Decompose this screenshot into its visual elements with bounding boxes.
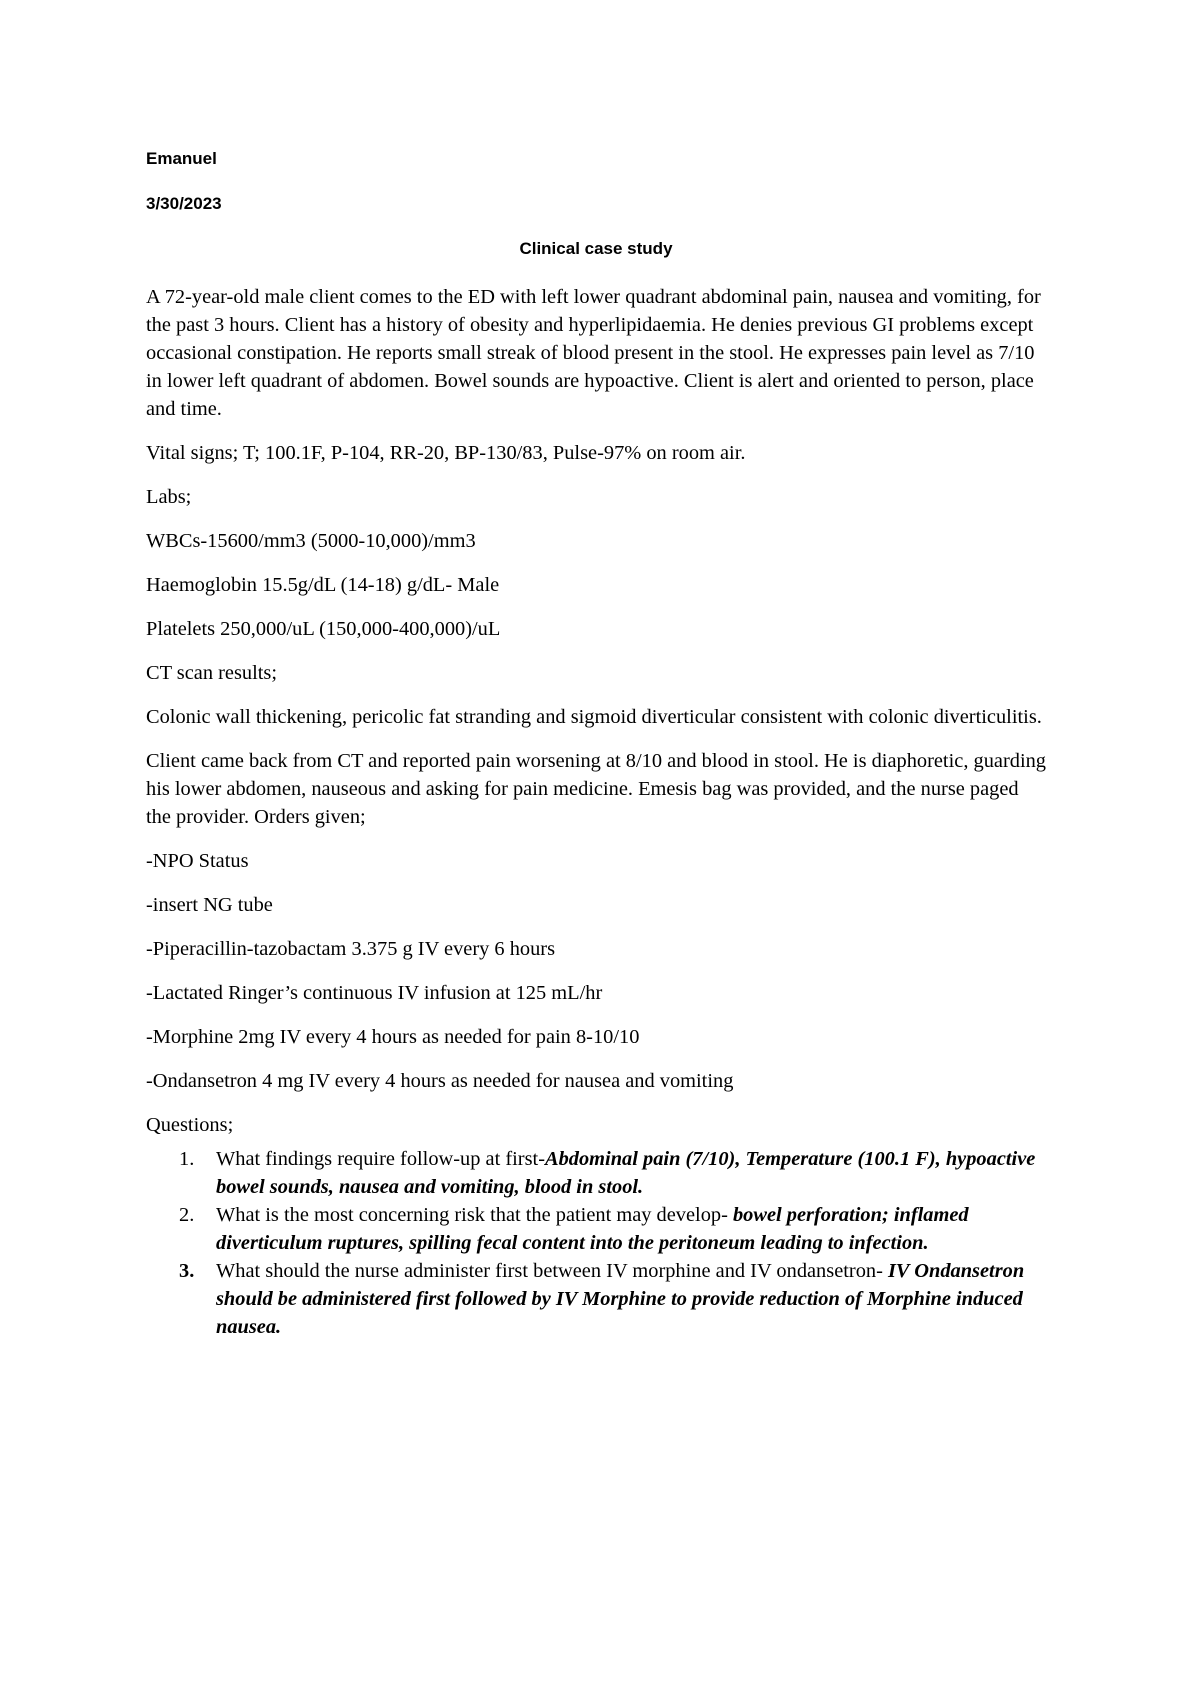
order-piperacillin: -Piperacillin-tazobactam 3.375 g IV every 6 hours xyxy=(146,938,556,960)
answer-text: IV Ondansetron should be administered first followed by IV Morphine to provide reduction of Morphine induced nausea. xyxy=(216,1260,1025,1338)
questions-heading: Questions; xyxy=(146,1114,234,1136)
question-text: What is the most concerning risk that the patient may develop- xyxy=(216,1204,733,1226)
lab-wbc: WBCs-15600/mm3 (5000-10,000)/mm3 xyxy=(146,530,476,552)
lab-haemoglobin: Haemoglobin 15.5g/dL (14-18) g/dL- Male xyxy=(146,574,500,596)
document-body xyxy=(146,283,1046,1341)
answer-text: Abdominal pain (7/10), Temperature (100.1 F), hypoactive bowel sounds, nausea and vomiting, blood in stool. xyxy=(216,1148,1036,1198)
order-morphine: -Morphine 2mg IV every 4 hours as needed for pain 8-10/10 xyxy=(146,1026,640,1048)
question-text: What should the nurse administer first between IV morphine and IV ondansetron- xyxy=(216,1260,888,1282)
author-name: Emanuel xyxy=(146,149,217,168)
question-number: 3. xyxy=(179,1260,195,1282)
question-number: 2. xyxy=(179,1204,195,1226)
ct-result: Colonic wall thickening, pericolic fat stranding and sigmoid diverticular consistent with colonic diverticulitis. xyxy=(146,706,1042,728)
question-text: What findings require follow-up at first- xyxy=(216,1148,545,1170)
order-lactated-ringers: -Lactated Ringer’s continuous IV infusion at 125 mL/hr xyxy=(146,982,603,1004)
labs-heading: Labs; xyxy=(146,486,192,508)
document-date: 3/30/2023 xyxy=(146,194,222,213)
question-number: 1. xyxy=(179,1148,195,1170)
case-intro: A 72-year-old male client comes to the ED with left lower quadrant abdominal pain, nausea and vomiting, for the past 3 hours. Client has a history of obesity and hyperlipidaemia. He denies previous GI problems except occasional constipation. He reports small streak of blood present in the stool. He expresses pain level as 7/10 in lower left quadrant of abdomen. Bowel sounds are hypoactive. Client is alert and oriented to person, place and time. xyxy=(146,286,1041,420)
questions-list xyxy=(146,1145,1046,1341)
order-ng-tube: -insert NG tube xyxy=(146,894,273,916)
answer-text: bowel perforation; inflamed diverticulum ruptures, spilling fecal content into the peritoneum leading to infection. xyxy=(216,1204,969,1254)
document-title: Clinical case study xyxy=(519,239,673,258)
ct-heading: CT scan results; xyxy=(146,662,278,684)
order-npo: -NPO Status xyxy=(146,850,249,872)
lab-platelets: Platelets 250,000/uL (150,000-400,000)/uL xyxy=(146,618,501,640)
order-ondansetron: -Ondansetron 4 mg IV every 4 hours as needed for nausea and vomiting xyxy=(146,1070,734,1092)
question-item xyxy=(179,1257,1046,1341)
case-update: Client came back from CT and reported pain worsening at 8/10 and blood in stool. He is diaphoretic, guarding his lower abdomen, nauseous and asking for pain medicine. Emesis bag was provided, and the nurse paged the provider. Orders given; xyxy=(146,750,1046,828)
question-item xyxy=(179,1201,1046,1257)
vital-signs: Vital signs; T; 100.1F, P-104, RR-20, BP-130/83, Pulse-97% on room air. xyxy=(146,442,746,464)
question-item xyxy=(179,1145,1046,1201)
